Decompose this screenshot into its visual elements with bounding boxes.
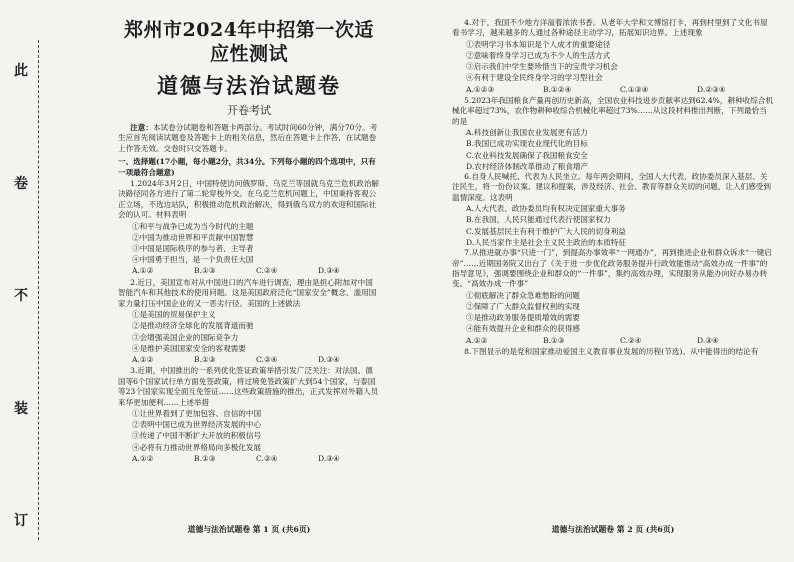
answer-choice: A.①② [466,335,488,345]
answer-choice: C.②④ [256,266,278,276]
option: A.科技创新让我国农业发展更有活力 [466,128,588,138]
option: ④必将有力推动世界格局向多极化发展 [132,442,262,452]
question-8: 8.下图显示的是党和国家推动爱国主义教育事业发展的历程(节选)。从中能得出的结论有 [464,346,759,356]
option: ①彻底解决了群众急难愁盼的问题 [466,290,580,300]
answer-choice: C.②④ [256,453,278,463]
option: ③中国是国际秩序的参与者、主导者 [132,244,254,254]
side-char: 装 [14,400,28,417]
option: ①表明学习书本知识是个人成才的重要途径 [466,39,611,49]
answer-choice: A.①② [132,266,154,276]
side-char: 不 [14,288,28,304]
option: ③是推动政务服务提质增效的需要 [466,313,580,323]
answer-choice: D.②③④ [697,84,726,94]
page-2-footer: 道德与法治试题卷 第 2 页 (共6页) [551,525,675,534]
exam-mode: 开卷考试 [227,104,271,117]
option: D.人民当家作主是社会主义民主政治的本质特征 [466,237,627,247]
question-2: 2.近日，美国宣布对从中国进口的汽车进行调查，理由是担心附加对中国智能汽车和其他技术的使用问题。这是美国政府泛化“国家安全”概念、滥用国家力量打压中国企业的又一恶劣行径。美国的上述做法 [118,277,377,308]
answer-choice: D.③④ [697,335,719,345]
answer-choice: D.③④ [318,453,340,463]
answer-choice: C.②④ [256,354,278,364]
answer-choice: D.③④ [318,354,340,364]
answer-choice: C.①③④ [620,84,649,94]
option: ②表明中国已成为世界经济发展的中心 [132,420,262,430]
option: ④能有效提升企业和群众的获得感 [466,324,580,334]
section-heading: 一、选择题(17小题，每小题2分，共34分。下列每小题的四个选项中，只有一项最符合题意) [118,157,376,177]
option: ③传递了中国不断扩大开放的积极信号 [132,431,262,441]
option: ④有利于建设全民终身学习的学习型社会 [466,73,603,83]
exam-title: 郑州市2024年中招第一次适应性测试 [124,19,374,65]
answer-choices [452,85,774,95]
answer-choices [118,355,380,365]
question-1: 1.2024年3月2日，中国特使访问俄罗斯、乌克兰等国就乌克兰危机政治解决路径同各方进行了第二轮穿梭外交。在乌克兰危机问题上，中国秉持客观公正立场，不选边站队，积极推动危机政治解决，得到俄乌双方的欢迎和国际社会的认可。材料表明 [118,179,380,220]
option: ④中国勇于担当，是一个负责任大国 [132,255,254,265]
question-5: 5.2023年我国粮食产量再创历史新高，全国农业科技进步贡献率达到62.4%，耕种收综合机械化率超过73%，农作物耕种收综合机械化率超过73%……从这段材料推出判断，下列最恰当的是 [452,96,774,126]
notice-text: 本试卷分试题卷和答题卡两部分。考试时间60分钟，满分70分。考生应首先阅读试题卷及答题卡上的相关信息，然后在答题卡上作答，在试题卷上作答无效。交卷时只交答题卡。 [118,123,378,153]
option: ①是美国的贸易保护主义 [132,310,216,320]
option: ②是推动经济全球化的发展背道而驰 [132,321,254,331]
answer-choices [118,454,380,464]
page-2 [452,18,774,357]
side-char: 订 [14,513,28,529]
option: ④是维护美国国家安全的客观需要 [132,343,246,353]
binding-margin-text [10,60,32,530]
answer-choice: B.①③ [194,266,216,276]
option: C.农业科技发展确保了我国粮食安全 [466,150,588,160]
option: ①让世界看到了更加包容、自信的中国 [132,408,262,418]
binding-line [38,40,39,540]
option: ②保障了广大群众监督权利的实现 [466,301,580,311]
question-4: 4.对于，我国不少地方洋溢着浓浓书香。从老年大学和文博馆打卡，再到村里到了文化书屋看书学习，越来越多的人通过各种途径主动学习，拓展知识边界。上述现象 [452,18,768,38]
answer-choice: B.①②④ [543,84,572,94]
page-1-footer: 道德与法治试题卷 第 1 页 (共6页) [187,525,311,534]
notice [118,123,380,154]
answer-choice: B.①③ [194,453,216,463]
answer-choice: B.①③ [543,335,565,345]
notice-label: 注意： [130,123,153,132]
question-3: 3.近期，中国推出的一系列优化签证政策举措引发广泛关注：对法国、德国等6个国家试行单方面免签政策，将过境免签政策扩大到54个国家，与泰国等23个国家实现全面互免签证……这些政策措施的推出，正式发挥对外籍人员来华更加便利……上述举措 [118,366,379,407]
option: B.我国已成功实现农业现代化的目标 [466,139,588,149]
option: B.在我国，人民只能通过代表行使国家权力 [466,215,611,225]
option: D.农村经济体制改革推动了粮食增产 [466,161,589,171]
option: ②意味着终身学习已成为不少人的生活方式 [466,51,611,61]
side-char: 此 [14,63,28,79]
option: ②中国为推动世界和平贡献中国智慧 [132,232,254,242]
option: C.发展基层民主有利于维护广大人民的切身利益 [466,226,626,236]
answer-choices [118,266,380,276]
answer-choice: A.①②③ [466,84,495,94]
answer-choice: C.②④ [620,335,642,345]
answer-choice: A.①② [132,453,154,463]
answer-choice: A.①② [132,354,154,364]
option: ①和平与战争已成为当今时代的主题 [132,221,254,231]
answer-choices [452,336,774,346]
side-char: 卷 [14,175,28,192]
page-1 [118,18,380,465]
question-6: 6.自身人民喊托、代表为人民坐立。每年两会期间，全国人大代表、政协委员深入基层、关注民生，将一份份议案、建议和提案，涉及经济、社会、教育等群众关切的问题，让人们感受到温情深度。这表明 [452,172,771,202]
option: ③会增强美国企业的国际竞争力 [132,332,239,342]
option: ③启示我们中学生要珍惜当下的宝贵学习机会 [466,62,618,72]
question-7: 7.从推进就办事“只进一门”，到提高办事效率“一网通办”，再到推进企业和群众诉求“一键启帝”……近期国务院又出台了《关于进一步优化政务服务提升行政效能推动“高效办成一件事”的指导意见》，强调要围绕企业和群众的“一件事”，集约高效办理，实现服务从能办向好办易办转变。“高效办成一件事” [452,248,772,289]
answer-choice: D.③④ [318,266,340,276]
exam-subject-title: 道德与法治试题卷 [157,73,341,98]
option: A.人大代表、政协委员均有权决定国家重大事务 [466,204,626,214]
answer-choice: B.①③ [194,354,216,364]
